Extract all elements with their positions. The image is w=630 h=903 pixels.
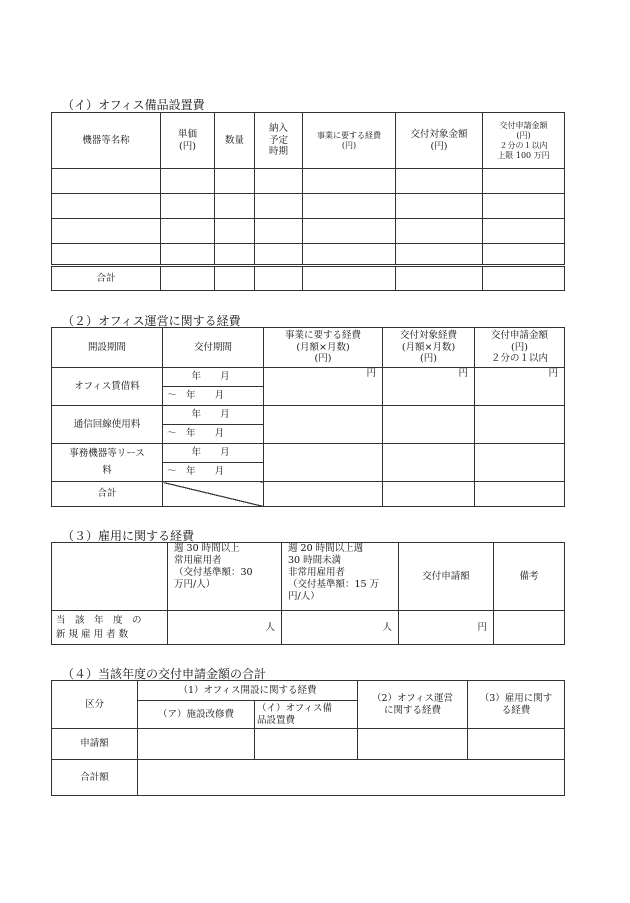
header-equipment-name: 機器等名称	[52, 113, 161, 169]
month-label: 月	[220, 447, 230, 459]
yen-unit: 円	[264, 368, 383, 406]
header-delivery-period: 納入 予定 時期	[255, 113, 303, 169]
header-office-operation: （2）オフィス運営 に関する経費	[358, 681, 468, 729]
tilde-mark: ～	[167, 466, 177, 478]
row-label-communication-line: 通信回線使用料	[52, 406, 163, 444]
table-row	[52, 444, 565, 463]
month-label: 月	[214, 428, 225, 440]
year-label: 年	[191, 371, 202, 383]
row-label-line-2: 新 規 雇 用 者 数	[56, 628, 129, 640]
header-remarks: 備考	[494, 543, 565, 611]
table-row	[52, 406, 565, 425]
yen-unit: 円	[399, 611, 494, 645]
header-opening-period: 開設期間	[52, 328, 163, 368]
header-equipment-installation: （イ）オフィス備 品設置費	[255, 701, 358, 729]
header-application-amount: 交付申請金額 (円) ２分の１以内	[475, 328, 565, 368]
total-row	[52, 482, 565, 507]
equipment-cost-table	[51, 112, 565, 291]
month-label: 月	[220, 371, 230, 383]
month-label: 月	[214, 466, 225, 478]
table-row	[52, 244, 565, 266]
person-unit: 人	[282, 611, 399, 645]
total-row	[52, 266, 565, 291]
section-4-title: （４）当該年度の交付申請金額の合計	[62, 667, 267, 681]
period-start	[163, 368, 264, 387]
office-operation-table	[51, 327, 565, 507]
period-end	[163, 387, 264, 406]
row-label-office-rent: オフィス賃借料	[52, 368, 163, 406]
row-label-line-1: 当 該 年 度 の	[56, 615, 142, 627]
tilde-mark: ～	[167, 390, 177, 402]
header-project-cost: 事業に要する経費 (月額×月数) (円)	[264, 328, 383, 368]
year-label: 年	[191, 409, 202, 421]
row-label-total: 合計額	[52, 760, 138, 796]
row-label-new-hires	[52, 611, 168, 645]
section-3-title: （３）雇用に関する経費	[62, 529, 195, 543]
header-unit-price: 単価 (円)	[161, 113, 215, 169]
year-label: 年	[186, 390, 196, 402]
month-label: 月	[220, 409, 230, 421]
tilde-mark: ～	[167, 428, 177, 440]
header-eligible-amount: 交付対象金額 (円)	[396, 113, 483, 169]
month-label: 月	[214, 390, 225, 402]
header-application-amount: 交付申請金額 (円) ２分の１以内 上限 100 万円	[483, 113, 565, 169]
section-2-title: （２）オフィス運営に関する経費	[62, 314, 241, 328]
header-project-cost: 事業に要する経費 (円)	[303, 113, 396, 169]
table-row	[52, 760, 565, 796]
table-row	[52, 169, 565, 194]
header-kubun: 区分	[52, 681, 138, 729]
table-row	[52, 219, 565, 244]
table-row	[52, 611, 565, 645]
header-parttime-employees: 週 20 時間以上週 30 時間未満 非常用雇用者 （交付基準額：15 万 円/人）	[282, 543, 399, 611]
header-fulltime-employees: 週 30 時間以上 常用雇用者 （交付基準額：30 万円/人）	[168, 543, 282, 611]
total-label: 合計	[52, 482, 163, 507]
row-label-application: 申請額	[52, 729, 138, 760]
table-row	[52, 194, 565, 219]
period-end	[163, 425, 264, 444]
employment-cost-table	[51, 542, 565, 645]
person-unit: 人	[168, 611, 282, 645]
section-1-title: （イ）オフィス備品設置費	[62, 98, 205, 112]
yen-unit: 円	[383, 368, 475, 406]
period-end	[163, 463, 264, 482]
total-application-table	[51, 680, 565, 796]
header-application-amount: 交付申請額	[399, 543, 494, 611]
total-label: 合計	[52, 266, 161, 291]
table-row	[52, 729, 565, 760]
header-quantity: 数量	[215, 113, 255, 169]
header-employment: （3）雇用に関す る経費	[468, 681, 565, 729]
row-label-equipment-lease: 事務機器等リース 料	[52, 444, 163, 482]
header-eligible-cost: 交付対象経費 (月額×月数) (円)	[383, 328, 475, 368]
table-row	[52, 368, 565, 387]
period-start	[163, 444, 264, 463]
diagonal-blank-cell	[163, 482, 264, 507]
header-grant-period: 交付期間	[163, 328, 264, 368]
header-office-opening: （1）オフィス開設に関する経費	[138, 681, 358, 701]
period-start	[163, 406, 264, 425]
header-facility-renovation: （ア）施設改修費	[138, 701, 255, 729]
year-label: 年	[186, 466, 196, 478]
yen-unit: 円	[475, 368, 565, 406]
year-label: 年	[186, 428, 196, 440]
year-label: 年	[191, 447, 202, 459]
